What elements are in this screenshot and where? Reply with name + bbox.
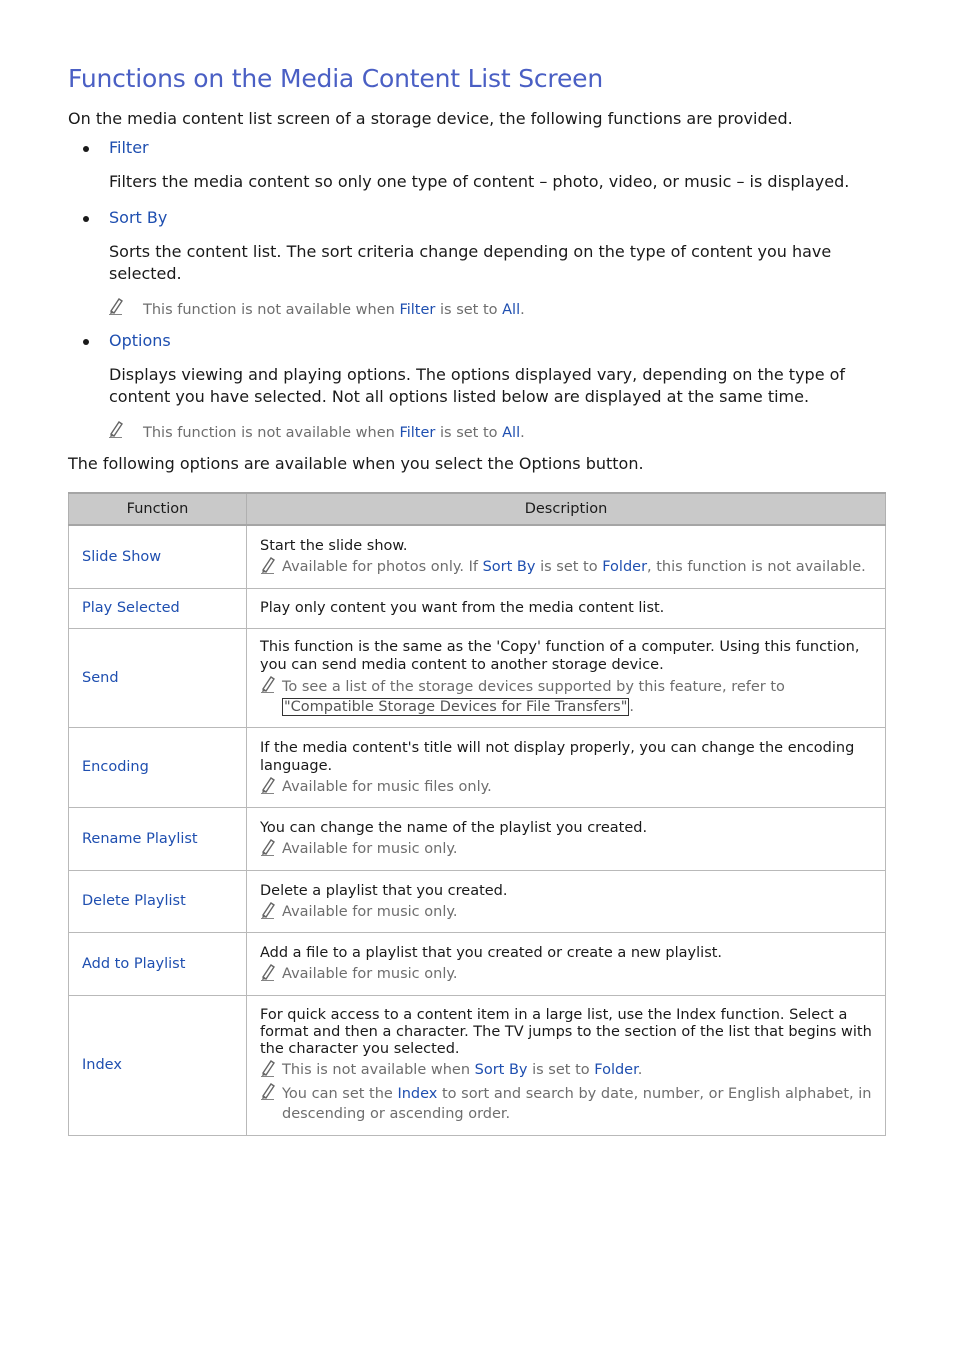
cross-reference-link[interactable]: "Compatible Storage Devices for File Transfers"	[284, 699, 628, 715]
pencil-icon	[260, 901, 276, 919]
row-note	[260, 965, 872, 983]
bullet-sort-by	[68, 207, 886, 229]
note-text: Available for music files only.	[282, 778, 492, 795]
note-text: is set to	[435, 425, 503, 441]
sort-by-note	[68, 300, 886, 320]
description-cell	[247, 932, 886, 995]
description-cell	[247, 807, 886, 870]
description-text: Delete a playlist that you created.	[260, 882, 508, 899]
pencil-icon	[260, 675, 276, 693]
note-text: to sort and search by date, number, or English alphabet, in descending or ascending order.	[282, 1085, 872, 1122]
note-term-index: Index	[397, 1085, 438, 1102]
note-text: .	[520, 302, 525, 318]
description-text: Add a file to a playlist that you created or create a new playlist.	[260, 945, 723, 961]
note-text: Available for music only.	[282, 841, 458, 857]
bullet-dot	[83, 339, 89, 345]
intro-text: On the media content list screen of a storage device, the following functions are provided.	[68, 109, 793, 128]
note-text: .	[637, 1061, 643, 1078]
function-cell: Encoding	[69, 727, 247, 807]
filter-term: Filter	[109, 138, 149, 157]
function-cell: Delete Playlist	[69, 870, 247, 932]
pencil-icon	[260, 1082, 276, 1100]
note-text: .	[629, 699, 635, 715]
row-note	[260, 1061, 872, 1079]
note-text: Available for music only.	[282, 903, 458, 920]
row-note	[260, 840, 872, 858]
pencil-icon	[260, 963, 276, 981]
function-cell: Play Selected	[69, 588, 247, 628]
row-note	[260, 778, 872, 796]
description-cell	[247, 588, 886, 628]
table-row	[69, 628, 886, 727]
description-text: This function is the same as the 'Copy' function of a computer. Using this function, you can send media content to another storage device.	[260, 639, 860, 673]
note-text: is set to	[535, 559, 603, 576]
note-term-folder: Folder	[594, 1061, 638, 1078]
table-row	[69, 870, 886, 932]
description-cell	[247, 628, 886, 727]
table-row	[69, 588, 886, 628]
note-term-folder: Folder	[602, 559, 648, 576]
note-text: This function is not available when	[143, 425, 400, 441]
options-term: Options	[109, 331, 171, 350]
sort-by-term: Sort By	[109, 208, 168, 227]
row-note	[260, 903, 872, 921]
pencil-icon	[260, 838, 276, 856]
note-text: is set to	[435, 302, 503, 318]
description-cell	[247, 995, 886, 1135]
note-text: You can set the	[282, 1085, 398, 1102]
table-row	[69, 995, 886, 1135]
table-row	[69, 525, 886, 588]
function-cell: Add to Playlist	[69, 932, 247, 995]
row-note	[260, 677, 872, 717]
header-function: Function	[69, 493, 247, 525]
pencil-icon	[260, 776, 276, 794]
note-term-all: All	[502, 302, 521, 318]
description-cell	[247, 727, 886, 807]
options-table	[68, 492, 886, 1136]
pencil-icon	[260, 1059, 276, 1077]
options-text: Displays viewing and playing options. The options displayed vary, depending on the type of content you have selected. Not all options listed below are displayed at the same time.	[109, 365, 846, 406]
description-text: Play only content you want from the media content list.	[260, 600, 665, 616]
description-text: Start the slide show.	[260, 538, 408, 555]
note-text: Available for photos only. If	[282, 559, 483, 576]
description-text: If the media content's title will not display properly, you can change the encoding language.	[260, 739, 855, 774]
description-cell	[247, 870, 886, 932]
options-note	[68, 423, 886, 443]
pencil-icon	[260, 556, 276, 574]
table-row	[69, 807, 886, 870]
row-note	[260, 558, 872, 576]
function-cell: Index	[69, 995, 247, 1135]
note-text: .	[520, 425, 525, 441]
row-note	[260, 1084, 872, 1124]
note-term-filter: Filter	[399, 302, 436, 318]
header-description: Description	[247, 493, 886, 525]
table-row	[69, 932, 886, 995]
note-term-sort-by: Sort By	[482, 559, 536, 576]
function-cell: Rename Playlist	[69, 807, 247, 870]
note-term-sort-by: Sort By	[474, 1061, 528, 1078]
note-text: , this function is not available.	[647, 559, 866, 576]
note-term-filter: Filter	[399, 425, 436, 441]
table-intro: The following options are available when you select the Options button.	[68, 454, 644, 473]
pencil-icon	[108, 420, 124, 438]
table-header-row	[69, 493, 886, 525]
note-term-all: All	[502, 425, 521, 441]
function-cell: Slide Show	[69, 525, 247, 588]
note-text: To see a list of the storage devices supported by this feature, refer to	[282, 679, 785, 695]
bullet-filter	[68, 137, 886, 159]
page	[68, 62, 886, 1136]
table-row	[69, 727, 886, 807]
bullet-dot	[83, 146, 89, 152]
page-title: Functions on the Media Content List Screen	[68, 64, 603, 93]
note-text: This function is not available when	[143, 302, 400, 318]
description-text: You can change the name of the playlist you created.	[260, 820, 648, 836]
note-text: is set to	[527, 1061, 595, 1078]
pencil-icon	[108, 297, 124, 315]
description-cell	[247, 525, 886, 588]
filter-text: Filters the media content so only one type of content – photo, video, or music – is displayed.	[109, 172, 850, 191]
description-text: For quick access to a content item in a large list, use the Index function. Select a format and then a character. The TV jumps to the section of the list that begins with the character you selected.	[260, 1006, 872, 1057]
bullet-dot	[83, 216, 89, 222]
function-cell: Send	[69, 628, 247, 727]
note-text: Available for music only.	[282, 966, 458, 982]
sort-by-text: Sorts the content list. The sort criteria change depending on the type of content you have selected.	[109, 242, 832, 283]
note-text: This is not available when	[282, 1061, 475, 1078]
bullet-options	[68, 330, 886, 352]
